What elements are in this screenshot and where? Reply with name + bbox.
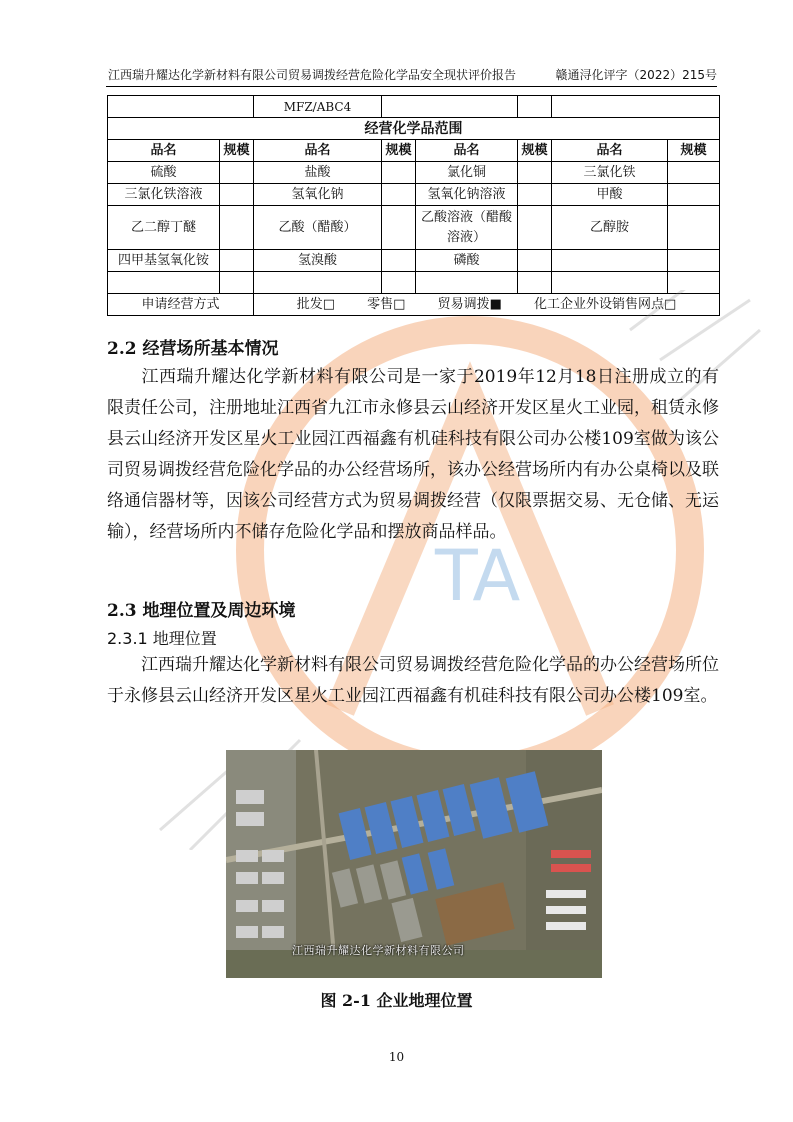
table-cell [518,250,552,272]
table-cell: 氢氧化钠溶液 [416,184,518,206]
table-row [108,118,720,140]
map-company-label: 江西瑞升耀达化学新材料有限公司 [292,944,465,957]
table-cell [416,272,518,294]
chemical-scope-table [107,95,720,316]
section-2-3-1-body [107,650,719,712]
table-cell [668,250,720,272]
table-row [108,272,720,294]
column-header: 规模 [518,140,552,162]
section-2-3-title: 2.3 地理位置及周边环境 [107,601,296,621]
table-row [108,206,720,250]
mode-trade-allocation: 贸易调拨■ [437,296,502,312]
column-header: 品名 [552,140,668,162]
table-cell [254,272,382,294]
table-cell: 乙醇胺 [552,206,668,250]
table-cell: 乙酸溶液（醋酸溶液） [416,206,518,250]
table-cell: 盐酸 [254,162,382,184]
table-cell: 硫酸 [108,162,220,184]
section-2-2-text: 江西瑞升耀达化学新材料有限公司是一家于2019年12月18日注册成立的有限责任公司，注册地址江西省九江市永修县云山经济开发区星火工业园，租赁永修县云山经济开发区星火工业园江西福鑫有机硅科技有限公司办公楼109室做为该公司贸易调拨经营危险化学品的办公经营场所，该办公经营场所内有办公桌椅以及联络通信器材等，因该公司经营方式为贸易调拨经营（仅限票据交易、无仓储、无运输），经营场所内不储存危险化学品和摆放商品样品。 [107,367,719,542]
table-row [108,162,720,184]
table-cell: 氢氧化钠 [254,184,382,206]
table-row [108,96,720,118]
table-cell [108,96,254,118]
table-header-row [108,140,720,162]
table-cell: 三氯化铁溶液 [108,184,220,206]
table-cell [668,272,720,294]
table-row [108,250,720,272]
table-cell [220,272,254,294]
table-cell [518,272,552,294]
mode-wholesale: 批发□ [296,296,335,312]
table-title: 经营化学品范围 [108,118,720,140]
page-header [106,64,717,87]
header-report-number: 赣通浔化评字（2022）215号 [555,68,717,82]
table-cell: 磷酸 [416,250,518,272]
mode-sales-outlet: 化工企业外设销售网点□ [534,296,677,312]
operation-mode-row [108,294,720,316]
column-header: 规模 [220,140,254,162]
table-cell [220,162,254,184]
table-cell [382,206,416,250]
table-cell: 乙酸（醋酸） [254,206,382,250]
section-2-2-body [107,362,719,548]
table-cell [382,162,416,184]
satellite-map-image [226,750,602,978]
column-header: 规模 [382,140,416,162]
column-header: 品名 [254,140,382,162]
table-cell [518,206,552,250]
svg-text:TA: TA [435,535,521,617]
table-cell: 甲酸 [552,184,668,206]
table-cell [518,96,552,118]
table-cell: 四甲基氢氧化铵 [108,250,220,272]
section-2-2-title: 2.2 经营场所基本情况 [107,339,279,359]
table-cell [382,272,416,294]
section-2-3-1-title: 2.3.1 地理位置 [107,629,217,648]
table-cell [382,96,518,118]
header-report-title: 江西瑞升耀达化学新材料有限公司贸易调拨经营危险化学品安全现状评价报告 [108,68,517,82]
table-row [108,184,720,206]
table-cell: 氯化铜 [416,162,518,184]
table-cell [108,272,220,294]
operation-mode-label: 申请经营方式 [108,294,254,316]
table-cell: 氢溴酸 [254,250,382,272]
table-cell [518,162,552,184]
mode-retail: 零售□ [367,296,406,312]
table-cell [382,184,416,206]
table-cell: 三氯化铁 [552,162,668,184]
table-cell: 乙二醇丁醚 [108,206,220,250]
table-cell [518,184,552,206]
table-cell [552,96,720,118]
table-cell [552,272,668,294]
table-cell: MFZ/ABC4 [254,96,382,118]
column-header: 规模 [668,140,720,162]
table-cell [668,206,720,250]
column-header: 品名 [416,140,518,162]
table-cell [552,250,668,272]
column-header: 品名 [108,140,220,162]
table-cell [382,250,416,272]
table-cell [668,162,720,184]
table-cell [220,184,254,206]
operation-mode-options [254,294,720,316]
table-cell [220,250,254,272]
figure-caption: 图 2-1 企业地理位置 [320,991,473,1010]
table-cell [668,184,720,206]
page-number: 10 [388,1050,405,1064]
table-cell [220,206,254,250]
section-2-3-1-text: 江西瑞升耀达化学新材料有限公司贸易调拨经营危险化学品的办公经营场所位于永修县云山经济开发区星火工业园江西福鑫有机硅科技有限公司办公楼109室。 [107,655,719,706]
